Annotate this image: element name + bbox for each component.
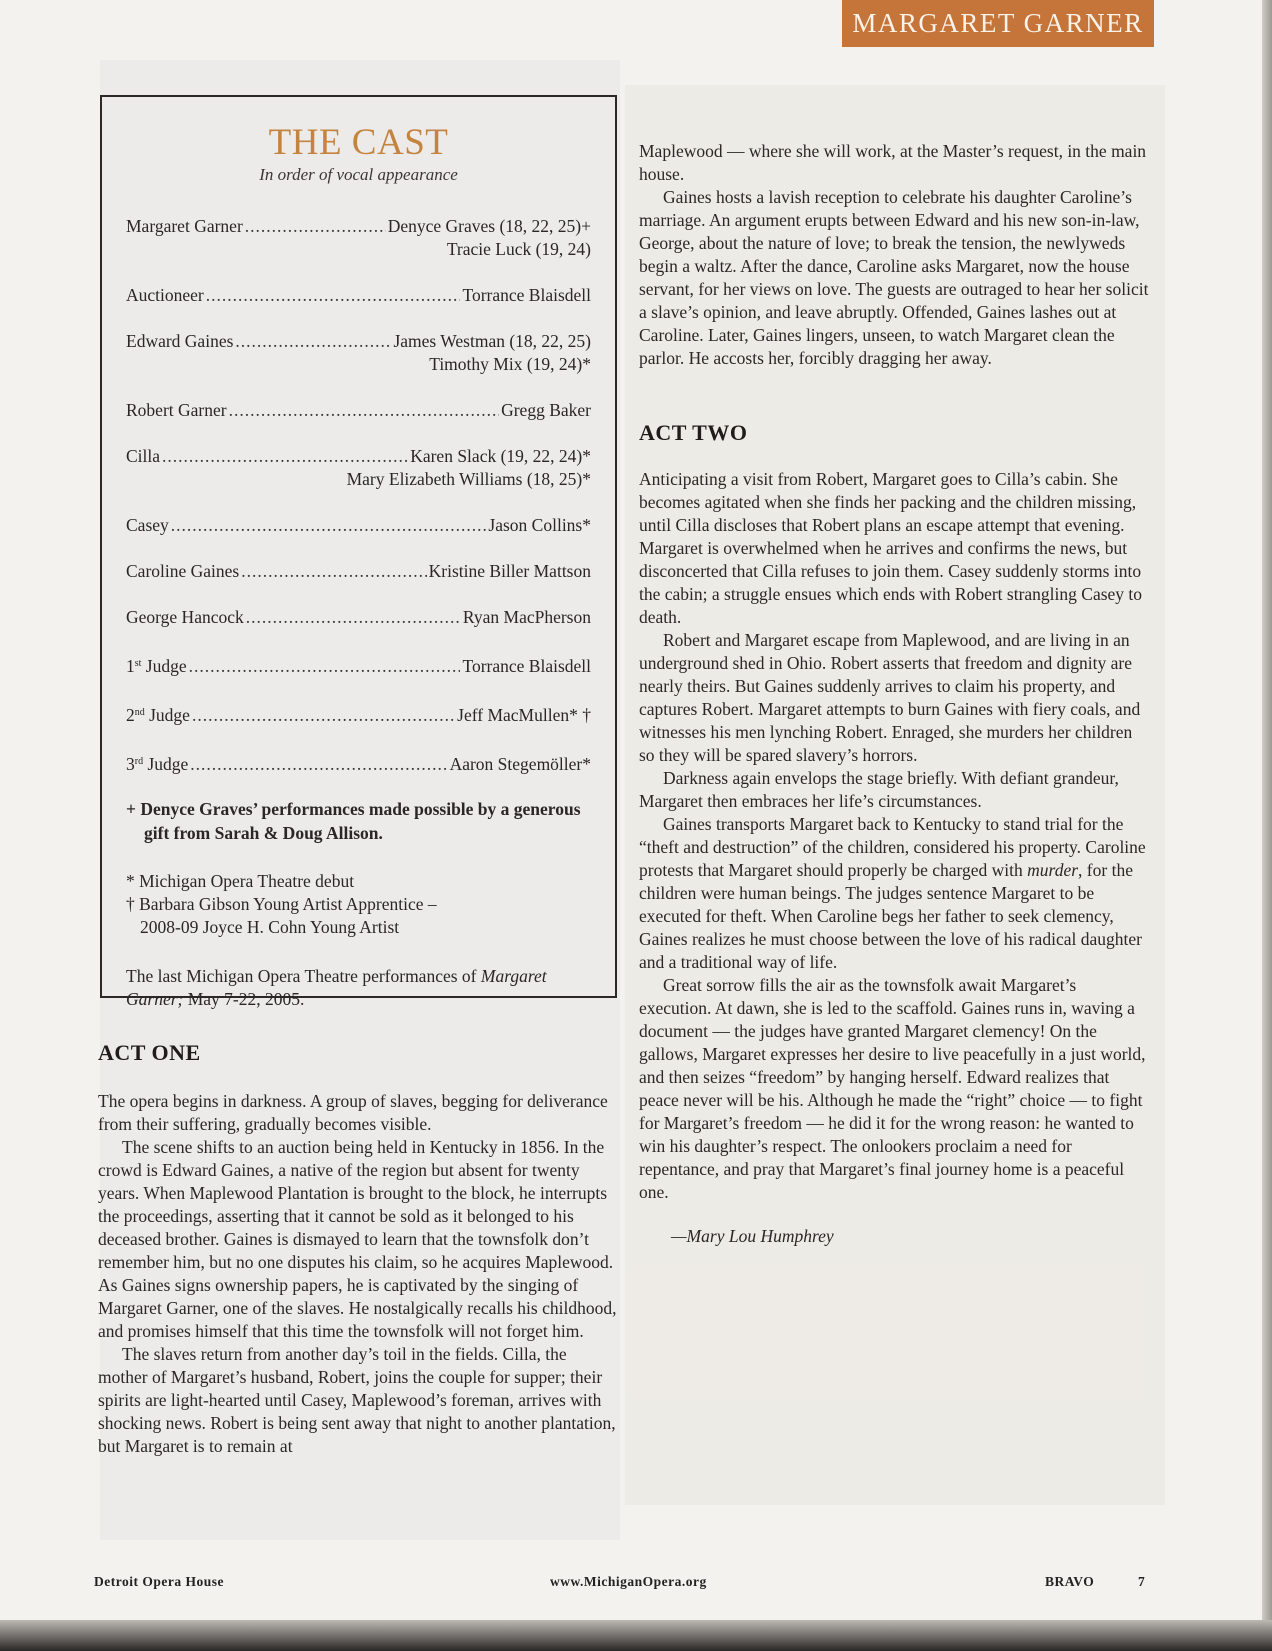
author-signature: —Mary Lou Humphrey [671, 1226, 834, 1246]
cast-actor: James Westman (18, 22, 25) [393, 331, 591, 351]
leader-dots [192, 704, 455, 727]
footer-publication: BRAVO [1045, 1574, 1095, 1589]
last-performances-note: The last Michigan Opera Theatre performances of Margaret Garner; May 7-22, 2005. [126, 966, 547, 1009]
cast-role: 1st Judge [126, 656, 187, 676]
cast-title: THE CAST [268, 122, 449, 163]
cast-entry [126, 750, 591, 776]
footnote-apprentice-cont: 2008-09 Joyce H. Cohn Young Artist [140, 917, 400, 937]
leader-dots [241, 560, 426, 583]
cast-role: Cilla [126, 446, 161, 466]
cast-role: Caroline Gaines [126, 561, 240, 581]
section-header-tab [842, 0, 1154, 47]
paragraph: Maplewood — where she will work, at the Master’s request, in the main house. [639, 141, 1147, 184]
leader-dots [162, 445, 408, 468]
cast-entry [126, 514, 591, 537]
gift-note: + Denyce Graves’ performances made possible by a generous gift from Sarah & Doug Allison. [126, 799, 581, 843]
cast-footnotes [126, 870, 591, 939]
cast-entry [126, 606, 591, 629]
cast-role: 2nd Judge [126, 705, 190, 725]
cast-actor: Torrance Blaisdell [462, 285, 591, 305]
cast-actor: Aaron Stegemöller* [449, 754, 591, 774]
cast-role: 3rd Judge [126, 754, 189, 774]
cast-actor: Karen Slack (19, 22, 24)* [410, 446, 591, 466]
act-one-heading: ACT ONE [98, 1040, 201, 1065]
footnote-debut: * Michigan Opera Theatre debut [126, 871, 355, 891]
paragraph: The opera begins in darkness. A group of slaves, begging for deliverance from their suffering, gradually becomes visible. [98, 1091, 608, 1134]
cast-entry [126, 330, 591, 376]
paragraph: Darkness again envelops the stage briefly. With defiant grandeur, Margaret then embraces her life’s circumstances. [639, 768, 1119, 811]
cast-alternate: Mary Elizabeth Williams (18, 25)* [346, 469, 591, 489]
cast-actor: Ryan MacPherson [462, 607, 591, 627]
page-number: 7 [1138, 1574, 1146, 1589]
cast-alternate: Tracie Luck (19, 24) [446, 239, 591, 259]
paragraph: Gaines hosts a lavish reception to celebrate his daughter Caroline’s marriage. An argument erupts between Edward and his new son-in-law, George, about the nature of love; to break the tension, the newlyweds begin a waltz. After the dance, Caroline asks Margaret, now the house servant, for her views on love. The guests are outraged to hear her solicit a slave’s opinion, and leave abruptly. Offended, Gaines lashes out at Caroline. Later, Gaines lingers, unseen, to watch Margaret clean the parlor. He accosts her, forcibly dragging her away. [639, 187, 1149, 368]
cast-actor: Jason Collins* [488, 515, 591, 535]
leader-dots [245, 215, 386, 238]
leader-dots [171, 514, 487, 537]
cast-box [100, 95, 617, 1009]
act-one-continued [639, 140, 1151, 370]
leader-dots [206, 284, 461, 307]
paragraph: The scene shifts to an auction being held in Kentucky in 1856. In the crowd is Edward Gaines, a native of the region but absent for twenty years. When Maplewood Plantation is brought to the block, he interrupts the proceedings, asserting that it cannot be sold as it belonged to his deceased brother. Gaines is dismayed to learn that the townsfolk don’t remember him, but no one disputes his claim, so he acquires Maplewood. As Gaines signs ownership papers, he is captivated by the singing of Margaret Garner, one of the slaves. He nostalgically recalls his childhood, and promises himself that this time the townsfolk will not forget him. [98, 1137, 617, 1341]
paragraph: Robert and Margaret escape from Maplewood, and are living in an underground shed in Ohio. Robert asserts that freedom and dignity are nearly theirs. But Gaines suddenly arrives to claim his property, and captures Robert. Margaret attempts to burn Gaines with fiery coals, and witnesses his men lynching Robert. Enraged, she murders her children so they will be spared slavery’s horrors. [639, 630, 1141, 765]
cast-entry [126, 284, 591, 307]
cast-role: George Hancock [126, 607, 244, 627]
cast-list [126, 215, 591, 776]
leader-dots [190, 753, 447, 776]
paragraph: Gaines transports Margaret back to Kentucky to stand trial for the “theft and destruction” of the children, considered his property. Caroline protests that Margaret should properly be charged with murder, for the children were human beings. The judges sentence Margaret to be executed for theft. When Caroline begs her father to seek clemency, Gaines realizes he must choose between the love of his radical daughter and a traditional way of life. [639, 814, 1146, 972]
cast-actor: Denyce Graves (18, 22, 25)+ [387, 216, 591, 236]
cast-entry [126, 399, 591, 422]
cast-entry [126, 701, 591, 727]
act-two-heading: ACT TWO [639, 420, 748, 445]
page-bottom-shadow [0, 1620, 1272, 1651]
cast-role: Edward Gaines [126, 331, 234, 351]
cast-entry [126, 652, 591, 678]
section-header-title: MARGARET GARNER [852, 8, 1144, 38]
right-column [639, 140, 1151, 1247]
footnote-apprentice: † Barbara Gibson Young Artist Apprentice – [126, 894, 437, 914]
leader-dots [189, 655, 461, 678]
cast-actor: Torrance Blaisdell [462, 656, 591, 676]
cast-role: Robert Garner [126, 400, 227, 420]
paragraph: Anticipating a visit from Robert, Margaret goes to Cilla’s cabin. She becomes agitated when she finds her packing and the children missing, until Cilla discloses that Robert plans an escape attempt that evening. Margaret is overwhelmed when he arrives and confirms the news, but disconcerted that Cilla refuses to join them. Casey suddenly storms into the cabin; a struggle ensues which ends with Robert strangling Casey to death. [639, 469, 1143, 627]
footer-website: www.MichiganOpera.org [550, 1574, 707, 1589]
cast-entry [126, 560, 591, 583]
cast-role: Casey [126, 515, 169, 535]
cast-actor: Jeff MacMullen* † [457, 705, 591, 725]
cast-role: Margaret Garner [126, 216, 243, 236]
cast-actor: Kristine Biller Mattson [428, 561, 591, 581]
cast-alternate: Timothy Mix (19, 24)* [429, 354, 591, 374]
cast-role: Auctioneer [126, 285, 204, 305]
cast-subtitle: In order of vocal appearance [259, 165, 458, 184]
page-edge-shadow [1262, 0, 1272, 1651]
act-one-section [98, 1040, 618, 1458]
footer-venue: Detroit Opera House [94, 1574, 224, 1589]
act-two-synopsis [639, 468, 1151, 1204]
leader-dots [229, 399, 500, 422]
act-one-synopsis [98, 1090, 618, 1458]
cast-entry [126, 445, 591, 491]
paragraph: Great sorrow fills the air as the townsfolk await Margaret’s execution. At dawn, she is led to the scaffold. Gaines runs in, waving a document — the judges have granted Margaret clemency! On the gallows, Margaret expresses her desire to live peacefully in a just world, and then seizes “freedom” by hanging herself. Edward realizes that peace never will be his. Although he made the “right” choice — to fight for Margaret’s freedom — he did it for the wrong reason: he wanted to win his daughter’s respect. The onlookers proclaim a need for repentance, and pray that Margaret’s final journey home is a peaceful one. [639, 975, 1146, 1202]
cast-actor: Gregg Baker [501, 400, 591, 420]
leader-dots [235, 330, 391, 353]
cast-entry [126, 215, 591, 261]
paragraph: The slaves return from another day’s toil in the fields. Cilla, the mother of Margaret’s husband, Robert, joins the couple for supper; their spirits are light-hearted until Casey, Maplewood’s foreman, arrives with shocking news. Robert is being sent away that night to another plantation, but Margaret is to remain at [98, 1344, 616, 1456]
leader-dots [246, 606, 461, 629]
